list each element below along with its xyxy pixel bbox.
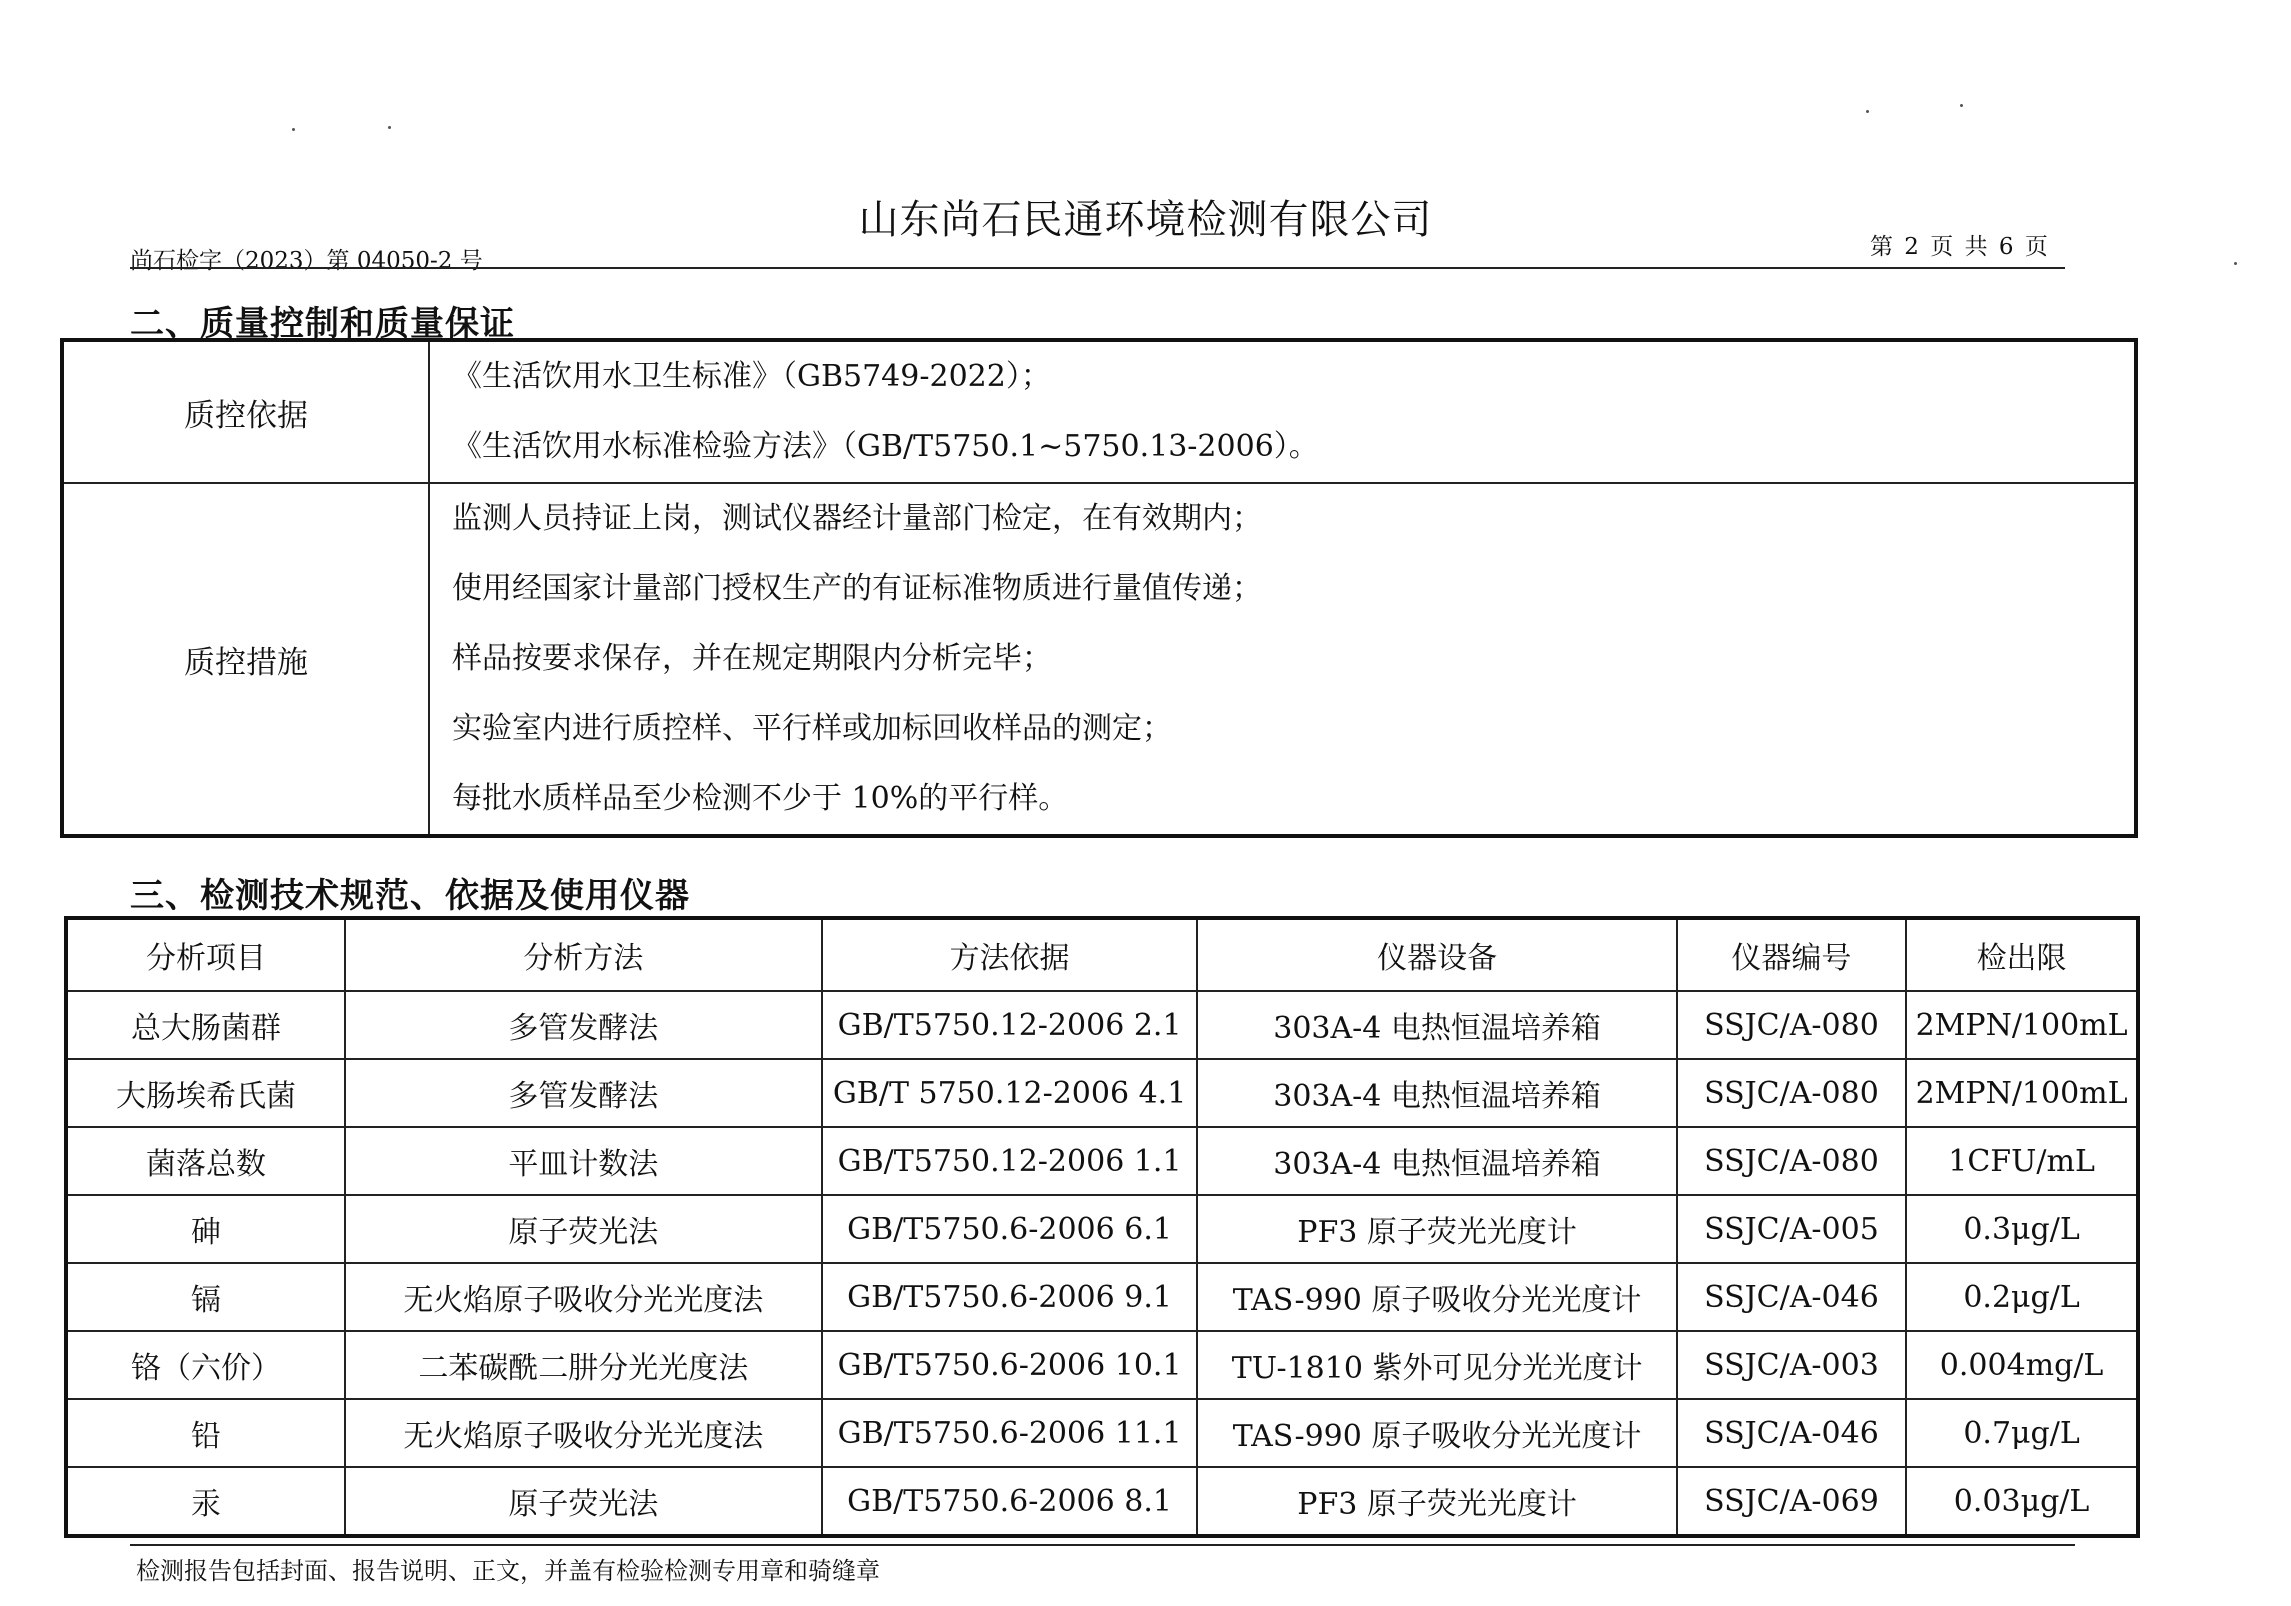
table-cell: 二苯碳酰二肼分光光度法 (345, 1331, 822, 1399)
table-cell: 1CFU/mL (1906, 1127, 2138, 1195)
table-row (66, 1127, 2138, 1195)
table-row (66, 1263, 2138, 1331)
table-cell: 镉 (66, 1263, 345, 1331)
column-header: 方法依据 (822, 918, 1198, 991)
instrument-table (64, 916, 2140, 1538)
footer-rule (130, 1544, 2075, 1546)
qc-measure-line: 监测人员持证上岗，测试仪器经计量部门检定，在有效期内； (452, 501, 1262, 536)
table-cell: 0.7μg/L (1906, 1399, 2138, 1467)
column-header: 检出限 (1906, 918, 2138, 991)
column-header: 仪器编号 (1677, 918, 1906, 991)
table-header-row (66, 918, 2138, 991)
table-cell: SSJC/A-046 (1677, 1399, 1906, 1467)
table-cell: 2MPN/100mL (1906, 1059, 2138, 1127)
scan-speck (2234, 262, 2237, 265)
table-cell: 303A-4 电热恒温培养箱 (1197, 991, 1676, 1059)
table-cell: SSJC/A-046 (1677, 1263, 1906, 1331)
report-number: 尚石检字（2023）第 04050-2 号 (130, 248, 483, 274)
table-cell: 汞 (66, 1467, 345, 1536)
table-cell: SSJC/A-005 (1677, 1195, 1906, 1263)
table-cell: GB/T5750.6-2006 10.1 (822, 1331, 1198, 1399)
qc-basis-line: 《生活饮用水卫生标准》（GB5749-2022）； (452, 359, 1051, 394)
qc-measures-label: 质控措施 (62, 483, 429, 836)
table-cell: 多管发酵法 (345, 1059, 822, 1127)
scan-speck (1960, 104, 1963, 107)
quality-control-table (60, 338, 2138, 838)
table-cell: 303A-4 电热恒温培养箱 (1197, 1059, 1676, 1127)
scan-speck (388, 126, 391, 129)
table-cell: SSJC/A-080 (1677, 1059, 1906, 1127)
column-header: 分析方法 (345, 918, 822, 991)
table-cell: 0.004mg/L (1906, 1331, 2138, 1399)
qc-measures-content (429, 483, 2136, 836)
qc-basis-label: 质控依据 (62, 340, 429, 483)
table-cell: SSJC/A-080 (1677, 1127, 1906, 1195)
table-cell: SSJC/A-003 (1677, 1331, 1906, 1399)
qc-basis-row (62, 340, 2136, 483)
table-row (66, 1195, 2138, 1263)
table-cell: 平皿计数法 (345, 1127, 822, 1195)
table-cell: TU-1810 紫外可见分光光度计 (1197, 1331, 1676, 1399)
company-name: 山东尚石民通环境检测有限公司 (858, 197, 1433, 243)
table-cell: GB/T5750.6-2006 11.1 (822, 1399, 1198, 1467)
table-cell: GB/T5750.12-2006 2.1 (822, 991, 1198, 1059)
header-rule (130, 267, 2065, 269)
qc-measure-line: 每批水质样品至少检测不少于 10%的平行样。 (452, 781, 1069, 816)
table-row (66, 1399, 2138, 1467)
table-cell: 303A-4 电热恒温培养箱 (1197, 1127, 1676, 1195)
table-cell: GB/T5750.12-2006 1.1 (822, 1127, 1198, 1195)
table-cell: GB/T 5750.12-2006 4.1 (822, 1059, 1198, 1127)
table-cell: GB/T5750.6-2006 6.1 (822, 1195, 1198, 1263)
table-row (66, 1331, 2138, 1399)
table-cell: 原子荧光法 (345, 1467, 822, 1536)
qc-measure-line: 使用经国家计量部门授权生产的有证标准物质进行量值传递； (452, 571, 1262, 606)
table-cell: 砷 (66, 1195, 345, 1263)
column-header: 分析项目 (66, 918, 345, 991)
table-cell: 0.2μg/L (1906, 1263, 2138, 1331)
page-indicator: 第 2 页 共 6 页 (1870, 234, 2050, 260)
table-cell: 铬（六价） (66, 1331, 345, 1399)
table-cell: 铅 (66, 1399, 345, 1467)
table-cell: 无火焰原子吸收分光光度法 (345, 1399, 822, 1467)
table-cell: TAS-990 原子吸收分光光度计 (1197, 1263, 1676, 1331)
table-cell: 原子荧光法 (345, 1195, 822, 1263)
qc-measure-line: 实验室内进行质控样、平行样或加标回收样品的测定； (452, 711, 1172, 746)
table-cell: 无火焰原子吸收分光光度法 (345, 1263, 822, 1331)
table-cell: 0.03μg/L (1906, 1467, 2138, 1536)
table-cell: 大肠埃希氏菌 (66, 1059, 345, 1127)
table-cell: 多管发酵法 (345, 991, 822, 1059)
footer-note: 检测报告包括封面、报告说明、正文，并盖有检验检测专用章和骑缝章 (136, 1557, 880, 1585)
table-cell: PF3 原子荧光光度计 (1197, 1195, 1676, 1263)
qc-basis-line: 《生活饮用水标准检验方法》（GB/T5750.1~5750.13-2006）。 (452, 429, 1319, 464)
table-cell: 2MPN/100mL (1906, 991, 2138, 1059)
section-2-title: 二、质量控制和质量保证 (130, 304, 515, 344)
table-row (66, 991, 2138, 1059)
qc-basis-content (429, 340, 2136, 483)
table-cell: SSJC/A-080 (1677, 991, 1906, 1059)
table-cell: GB/T5750.6-2006 8.1 (822, 1467, 1198, 1536)
table-cell: SSJC/A-069 (1677, 1467, 1906, 1536)
section-3-title: 三、检测技术规范、依据及使用仪器 (130, 876, 690, 916)
scan-speck (292, 128, 295, 131)
table-cell: 总大肠菌群 (66, 991, 345, 1059)
table-cell: 0.3μg/L (1906, 1195, 2138, 1263)
table-row (66, 1059, 2138, 1127)
qc-measure-line: 样品按要求保存，并在规定期限内分析完毕； (452, 641, 1052, 676)
scan-speck (1866, 110, 1869, 113)
table-cell: GB/T5750.6-2006 9.1 (822, 1263, 1198, 1331)
qc-measures-row (62, 483, 2136, 836)
table-row (66, 1467, 2138, 1536)
table-cell: TAS-990 原子吸收分光光度计 (1197, 1399, 1676, 1467)
table-cell: 菌落总数 (66, 1127, 345, 1195)
column-header: 仪器设备 (1197, 918, 1676, 991)
table-cell: PF3 原子荧光光度计 (1197, 1467, 1676, 1536)
